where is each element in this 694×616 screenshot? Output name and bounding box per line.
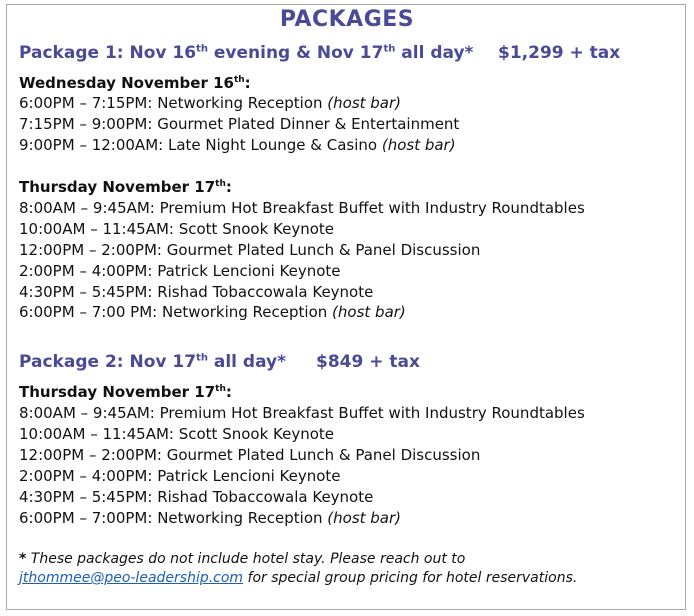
package-2-title-prefix: Package 2: Nov 17 <box>19 352 197 372</box>
footnote-line-2 <box>19 570 577 586</box>
schedule-time: 8:00AM – 9:45AM: <box>19 199 160 217</box>
schedule-item <box>19 199 585 217</box>
schedule-note: (host bar) <box>327 94 402 112</box>
day-suffix: : <box>244 74 251 92</box>
day-sup: th <box>215 384 226 394</box>
day-label: Thursday November 17 <box>19 178 216 196</box>
schedule-item <box>19 425 334 443</box>
package-2-price: $849 + tax <box>316 352 420 372</box>
schedule-time: 12:00PM – 2:00PM: <box>19 241 167 259</box>
schedule-time: 10:00AM – 11:45AM: <box>19 220 179 238</box>
schedule-item <box>19 404 585 422</box>
schedule-item <box>19 241 480 259</box>
schedule-event: Patrick Lencioni Keynote <box>157 262 341 280</box>
schedule-note: (host bar) <box>327 509 402 527</box>
schedule-event: Scott Snook Keynote <box>178 220 335 238</box>
schedule-event: Patrick Lencioni Keynote <box>157 467 341 485</box>
schedule-event: Networking Reception <box>157 509 328 527</box>
schedule-item <box>19 283 373 301</box>
schedule-time: 7:15PM – 9:00PM: <box>19 115 158 133</box>
schedule-event: Premium Hot Breakfast Buffet with Industry Roundtables <box>159 404 585 422</box>
package-1-title-suffix: all day* <box>395 43 474 63</box>
schedule-time: 4:30PM – 5:45PM: <box>19 283 158 301</box>
schedule-event: Gourmet Plated Lunch & Panel Discussion <box>166 446 481 464</box>
schedule-item <box>19 488 373 506</box>
schedule-item <box>19 94 401 112</box>
schedule-event: Scott Snook Keynote <box>178 425 335 443</box>
schedule-time: 6:00PM – 7:00 PM: <box>19 303 162 321</box>
schedule-time: 4:30PM – 5:45PM: <box>19 488 158 506</box>
schedule-event: Premium Hot Breakfast Buffet with Industry Roundtables <box>159 199 585 217</box>
package-1-title-mid: evening & Nov 17 <box>207 43 384 63</box>
schedule-item <box>19 136 456 154</box>
schedule-event: Rishad Tobaccowala Keynote <box>157 488 374 506</box>
schedule-time: 12:00PM – 2:00PM: <box>19 446 167 464</box>
package-1-title-prefix: Package 1: Nov 16 <box>19 43 197 63</box>
schedule-item <box>19 262 341 280</box>
schedule-event: Rishad Tobaccowala Keynote <box>157 283 374 301</box>
package-1-sup-2: th <box>383 43 396 55</box>
day-sup: th <box>215 179 226 189</box>
schedule-time: 6:00PM – 7:00PM: <box>19 509 158 527</box>
schedule-event: Late Night Lounge & Casino <box>167 136 382 154</box>
day-label: Thursday November 17 <box>19 383 216 401</box>
schedule-time: 9:00PM – 12:00AM: <box>19 136 168 154</box>
package-1-day-1-heading <box>19 74 251 92</box>
schedule-event: Networking Reception <box>161 303 333 321</box>
footnote-text-1: These packages do not include hotel stay. Please reach out to <box>26 551 466 567</box>
schedule-time: 2:00PM – 4:00PM: <box>19 262 158 280</box>
footnote-star: * <box>19 551 27 567</box>
footnote-text-2: for special group pricing for hotel reservations. <box>243 570 578 586</box>
day-label: Wednesday November 16 <box>19 74 234 92</box>
day-suffix: : <box>225 383 232 401</box>
schedule-item <box>19 303 406 321</box>
package-2-day-1-heading <box>19 383 232 401</box>
schedule-time: 10:00AM – 11:45AM: <box>19 425 179 443</box>
schedule-time: 2:00PM – 4:00PM: <box>19 467 158 485</box>
schedule-time: 6:00PM – 7:15PM: <box>19 94 158 112</box>
schedule-item <box>19 220 334 238</box>
email-link[interactable]: jthommee@peo-leadership.com <box>19 570 244 586</box>
package-1-price: $1,299 + tax <box>498 43 621 63</box>
page-title: PACKAGES <box>279 7 415 32</box>
package-2-heading <box>19 352 420 372</box>
schedule-note: (host bar) <box>332 303 406 321</box>
schedule-event: Networking Reception <box>157 94 328 112</box>
schedule-event: Gourmet Plated Lunch & Panel Discussion <box>166 241 481 259</box>
day-suffix: : <box>225 178 232 196</box>
package-2-sup-1: th <box>196 352 208 364</box>
schedule-time: 8:00AM – 9:45AM: <box>19 404 160 422</box>
schedule-item <box>19 509 401 527</box>
day-sup: th <box>233 75 245 85</box>
schedule-item <box>19 446 480 464</box>
package-1-day-2-heading <box>19 178 232 196</box>
schedule-note: (host bar) <box>381 136 456 154</box>
footnote-line-1 <box>19 551 465 567</box>
package-1-sup-1: th <box>196 43 208 55</box>
package-2-title-suffix: all day* <box>207 352 287 372</box>
package-1-heading <box>19 43 621 63</box>
schedule-item <box>19 467 341 485</box>
schedule-event: Gourmet Plated Dinner & Entertainment <box>157 115 460 133</box>
schedule-item <box>19 115 459 133</box>
